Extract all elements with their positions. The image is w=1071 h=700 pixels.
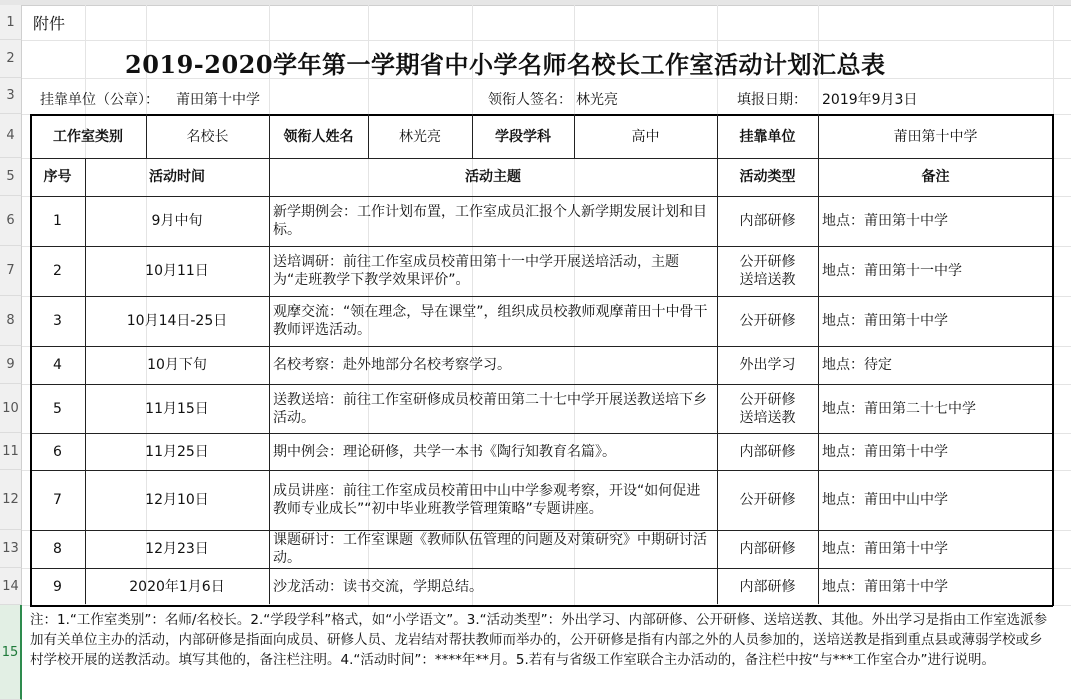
attachment-label: 附件 (33, 14, 66, 33)
table-border-h (30, 470, 1053, 471)
row-header[interactable]: 1 (0, 5, 22, 40)
table-cell-no: 7 (53, 492, 62, 508)
table-cell-type: 公开研修 (739, 313, 796, 329)
table-border-h (30, 605, 1053, 607)
table-cell-time: 10月14日-25日 (126, 313, 228, 329)
table-border-h (30, 568, 1053, 569)
table-cell-time: 10月下旬 (147, 357, 207, 373)
unit-label: 挂靠单位（公章）： (40, 92, 159, 108)
table-cell-remark: 地点：莆田第十一中学 (822, 263, 962, 279)
table-cell-theme: 期中例会：理论研修，共学一本书《陶行知教育名篇》。 (273, 443, 616, 460)
table-border-v (818, 114, 819, 604)
row-header[interactable]: 15 (0, 605, 22, 700)
table-border-v (146, 114, 147, 158)
table-cell-theme: 名校考察：赴外地部分名校考察学习。 (273, 357, 511, 373)
table-cell-no: 6 (53, 443, 62, 460)
table-border-h (30, 114, 1054, 116)
table-cell-type: 内部研修 (739, 213, 796, 229)
table-cell-remark: 地点：莆田第十中学 (822, 313, 948, 329)
row-header[interactable]: 3 (0, 78, 22, 114)
table-cell-no: 1 (53, 213, 62, 229)
column-header-bar (0, 0, 1071, 6)
studio-type-value: 名校长 (186, 129, 229, 145)
table-cell-theme: 新学期例会：工作计划布置，工作室成员汇报个人新学期发展计划和目标。 (273, 204, 707, 238)
table-border-v (368, 114, 369, 158)
table-cell-time: 2020年1月6日 (129, 578, 225, 595)
table-cell-time: 12月23日 (145, 541, 209, 557)
subject-value: 高中 (631, 129, 660, 145)
table-cell-type: 内部研修 (739, 578, 796, 595)
col-header-time: 活动时间 (149, 169, 205, 185)
unit-value: 莆田第十中学 (176, 92, 260, 108)
row-header[interactable]: 2 (0, 40, 22, 78)
col-header-no: 序号 (43, 169, 72, 185)
table-cell-remark: 地点：莆田第二十七中学 (822, 400, 976, 417)
table-border-v (717, 114, 718, 604)
leader-name-value: 林光亮 (399, 129, 441, 145)
table-border-v (30, 114, 32, 606)
row-header[interactable]: 12 (0, 470, 22, 530)
row-header[interactable]: 6 (0, 196, 22, 246)
table-cell-type: 公开研修 (739, 492, 796, 508)
table-border-v (269, 114, 270, 604)
table-cell-remark: 地点：待定 (822, 357, 892, 373)
table-cell-remark: 地点：莆田第十中学 (822, 213, 948, 229)
table-cell-time: 11月25日 (145, 443, 209, 460)
row-header[interactable]: 9 (0, 346, 22, 384)
table-cell-type: 内部研修 (739, 443, 796, 460)
table-border-h (30, 296, 1053, 297)
col-header-remark: 备注 (921, 169, 950, 185)
table-cell-time: 12月10日 (145, 492, 209, 508)
table-border-v (85, 158, 86, 604)
row-header[interactable]: 10 (0, 384, 22, 433)
table-cell-theme: 观摩交流：“领在理念，导在课堂”，组织成员校教师观摩莆田十中骨干教师评选活动。 (273, 304, 708, 338)
row-header[interactable]: 11 (0, 433, 22, 470)
table-border-v (472, 114, 473, 158)
table-cell-no: 8 (53, 541, 62, 557)
table-border-h (30, 196, 1053, 197)
table-border-v (1052, 114, 1054, 606)
table-cell-type: 外出学习 (739, 357, 796, 373)
table-border-h (30, 346, 1053, 347)
table-cell-no: 5 (53, 400, 62, 417)
page-title: 2019-2020学年第一学期省中小学名师名校长工作室活动计划汇总表 (125, 50, 886, 79)
table-border-h (30, 433, 1053, 434)
date-label: 填报日期： (737, 92, 807, 108)
row-header[interactable]: 5 (0, 158, 22, 196)
host-unit-label: 挂靠单位 (739, 129, 796, 145)
table-cell-remark: 地点：莆田第十中学 (822, 443, 948, 460)
table-cell-type: 内部研修 (739, 541, 796, 557)
table-cell-no: 4 (53, 357, 62, 373)
host-unit-value: 莆田第十中学 (893, 129, 978, 145)
leader-sign-value: 林光亮 (576, 92, 618, 108)
studio-type-label: 工作室类别 (53, 129, 123, 145)
row-header[interactable]: 7 (0, 246, 22, 296)
gridline-horizontal (22, 40, 1071, 41)
row-header[interactable]: 4 (0, 114, 22, 158)
row-header[interactable]: 13 (0, 530, 22, 568)
table-cell-theme: 沙龙活动：读书交流，学期总结。 (273, 578, 483, 595)
table-cell-theme: 课题研讨：工作室课题《教师队伍管理的问题及对策研究》中期研讨活动。 (273, 532, 707, 566)
leader-sign-label: 领衔人签名： (488, 92, 572, 108)
table-cell-theme: 送教送培：前往工作室研修成员校莆田第二十七中学开展送教送培下乡活动。 (273, 391, 707, 426)
row-header[interactable]: 14 (0, 568, 22, 605)
table-cell-remark: 地点：莆田第十中学 (822, 578, 948, 595)
table-cell-theme: 送培调研：前往工作室成员校莆田第十一中学开展送培活动，主题为“走班教学下教学效果评价”。 (273, 254, 679, 288)
table-cell-time: 10月11日 (145, 263, 209, 279)
table-cell-type: 公开研修 送培送教 (739, 254, 796, 288)
table-cell-no: 9 (53, 578, 62, 595)
table-cell-time: 9月中旬 (151, 213, 203, 229)
table-border-h (30, 384, 1053, 385)
col-header-theme: 活动主题 (465, 169, 521, 185)
table-border-h (30, 158, 1053, 159)
leader-name-label: 领衔人姓名 (283, 129, 354, 145)
footnote: 注：1.“工作室类别”：名师/名校长。2.“学段学科”格式，如“小学语文”。3.“活动类型”：外出学习、内部研修、公开研修、送培送教、其他。外出学习是指由工作室选派参加有关单位主办的活动，内部研修是指面向成员、研修人员、龙岩结对帮扶教师而举办的，公开研修是指有内部之外的人员参加的，送培送教是指到重点县或薄弱学校或乡村学校开展的送教活动。填写其他的，备注栏注明。4.“活动时间”：****年**月。5.若有与省级工作室联合主办活动的，备注栏中按“与***工作室合办”进行说明。 (30, 612, 1048, 668)
date-value: 2019年9月3日 (822, 92, 918, 108)
table-cell-time: 11月15日 (145, 400, 209, 417)
table-cell-theme: 成员讲座：前往工作室成员校莆田中山中学参观考察，开设“如何促进教师专业成长”“初中毕业班教学管理策略”专题讲座。 (273, 483, 701, 517)
table-cell-type: 公开研修 送培送教 (739, 391, 796, 426)
table-cell-remark: 地点：莆田第十中学 (822, 541, 948, 557)
col-header-type: 活动类型 (739, 169, 796, 185)
table-border-v (574, 114, 575, 158)
table-border-h (30, 530, 1053, 531)
table-cell-remark: 地点：莆田中山中学 (822, 492, 948, 508)
row-header[interactable]: 8 (0, 296, 22, 346)
table-cell-no: 2 (53, 263, 62, 279)
table-cell-no: 3 (53, 313, 62, 329)
subject-label: 学段学科 (495, 129, 551, 145)
table-border-h (30, 246, 1053, 247)
